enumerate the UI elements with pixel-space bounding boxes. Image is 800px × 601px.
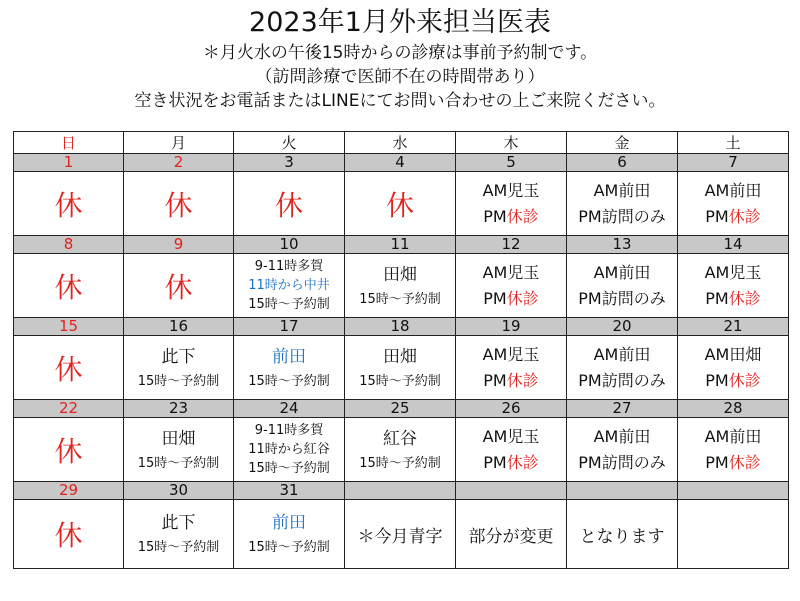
closed-mark: 休 <box>164 270 193 304</box>
reservation-note: 15時〜予約制 <box>137 455 220 471</box>
date-cell <box>678 482 789 500</box>
reservation-note: 15時〜予約制 <box>137 373 220 389</box>
closed-mark: 休 <box>54 270 83 304</box>
schedule-cell <box>567 172 678 236</box>
closed-mark: 休 <box>54 188 83 222</box>
schedule-cell <box>14 254 124 318</box>
schedule-cell <box>678 254 789 318</box>
schedule-cell <box>345 418 456 482</box>
am-doctor: AM前田 <box>593 344 651 364</box>
schedule-cell <box>14 500 124 569</box>
pm-closed: 休診 <box>506 452 539 472</box>
date-cell: 30 <box>124 482 234 500</box>
pm-closed: 休診 <box>728 206 761 226</box>
closed-mark: 休 <box>385 188 414 222</box>
schedule-row <box>14 500 789 569</box>
schedule-cell <box>456 254 567 318</box>
date-cell: 2 <box>124 154 234 172</box>
date-row <box>14 318 789 336</box>
pm-status: PM訪問のみ <box>578 370 666 390</box>
header <box>0 6 800 113</box>
schedule-cell <box>234 418 345 482</box>
date-cell: 26 <box>456 400 567 418</box>
schedule-cell <box>567 418 678 482</box>
pm-status <box>678 368 788 394</box>
schedule-cell <box>124 172 234 236</box>
reservation-note: 15時〜予約制 <box>359 455 441 471</box>
date-cell: 24 <box>234 400 345 418</box>
date-cell: 21 <box>678 318 789 336</box>
pm-closed: 休診 <box>506 288 539 308</box>
pm-closed: 休診 <box>728 452 761 472</box>
date-cell: 29 <box>14 482 124 500</box>
schedule-cell <box>345 254 456 318</box>
schedule-cell <box>14 336 124 400</box>
schedule-cell <box>345 172 456 236</box>
date-cell: 4 <box>345 154 456 172</box>
date-cell: 22 <box>14 400 124 418</box>
pm-status <box>678 204 788 230</box>
schedule-cell <box>124 254 234 318</box>
doctor-name: 前田 <box>272 346 306 367</box>
schedule-table <box>13 131 789 569</box>
am-doctor: AM児玉 <box>482 426 540 446</box>
date-cell <box>456 482 567 500</box>
change-note: 部分が変更 <box>468 526 554 547</box>
pm-closed: 休診 <box>728 288 761 308</box>
closed-mark: 休 <box>54 519 83 552</box>
am-doctor: AM児玉 <box>704 262 762 282</box>
pm-closed: 休診 <box>728 370 761 390</box>
reservation-note: 15時〜予約制 <box>248 373 330 389</box>
pm-prefix: PM <box>705 370 729 390</box>
date-cell: 19 <box>456 318 567 336</box>
schedule-line: 9-11時多賀 <box>254 423 324 438</box>
date-cell: 15 <box>14 318 124 336</box>
weekday-sun: 日 <box>14 132 124 154</box>
pm-prefix: PM <box>483 206 507 226</box>
date-cell: 27 <box>567 400 678 418</box>
schedule-cell <box>456 172 567 236</box>
schedule-cell <box>124 418 234 482</box>
am-doctor: AM児玉 <box>482 344 540 364</box>
pm-closed: 休診 <box>506 206 539 226</box>
date-cell: 31 <box>234 482 345 500</box>
date-row <box>14 482 789 500</box>
am-doctor: AM児玉 <box>482 180 540 200</box>
pm-status: PM訪問のみ <box>578 206 666 226</box>
date-cell: 14 <box>678 236 789 254</box>
date-row <box>14 154 789 172</box>
am-doctor: AM前田 <box>593 180 651 200</box>
date-cell: 8 <box>14 236 124 254</box>
notice-line-1: ＊月火水の午後15時からの診療は事前予約制です。 <box>202 43 598 63</box>
date-cell: 12 <box>456 236 567 254</box>
weekday-sat: 土 <box>678 132 789 154</box>
pm-prefix: PM <box>705 452 729 472</box>
date-cell: 6 <box>567 154 678 172</box>
weekday-tue: 火 <box>234 132 345 154</box>
pm-prefix: PM <box>483 452 507 472</box>
date-cell: 20 <box>567 318 678 336</box>
weekday-wed: 水 <box>345 132 456 154</box>
schedule-cell <box>456 500 567 569</box>
reservation-note: 15時〜予約制 <box>137 540 220 555</box>
pm-status <box>456 204 566 230</box>
date-cell: 11 <box>345 236 456 254</box>
closed-mark: 休 <box>274 188 303 222</box>
pm-status <box>456 368 566 394</box>
am-doctor: AM田畑 <box>704 344 762 364</box>
pm-prefix: PM <box>483 370 507 390</box>
schedule-cell <box>345 336 456 400</box>
schedule-cell <box>345 500 456 569</box>
weekday-mon: 月 <box>124 132 234 154</box>
schedule-cell <box>678 336 789 400</box>
schedule-cell <box>678 500 789 569</box>
date-cell: 25 <box>345 400 456 418</box>
schedule-line: 15時〜予約制 <box>248 461 330 476</box>
schedule-line: 11時から紅谷 <box>248 442 330 457</box>
schedule-cell <box>14 172 124 236</box>
reservation-note: 15時〜予約制 <box>359 291 441 307</box>
closed-mark: 休 <box>164 188 193 222</box>
date-cell: 13 <box>567 236 678 254</box>
schedule-line: 9-11時多賀 <box>254 259 324 274</box>
weekday-fri: 金 <box>567 132 678 154</box>
schedule-cell <box>567 500 678 569</box>
am-doctor: AM前田 <box>704 426 762 446</box>
schedule-row <box>14 172 789 236</box>
schedule-cell <box>14 418 124 482</box>
schedule-cell <box>567 254 678 318</box>
date-cell <box>567 482 678 500</box>
notice-line-3: 空き状況をお電話またはLINEにてお問い合わせの上ご来院ください。 <box>134 91 666 111</box>
date-cell: 23 <box>124 400 234 418</box>
date-cell: 5 <box>456 154 567 172</box>
schedule-cell <box>234 500 345 569</box>
date-cell <box>345 482 456 500</box>
doctor-name: 前田 <box>272 513 306 533</box>
schedule-row <box>14 336 789 400</box>
doctor-name: 田畑 <box>383 346 417 367</box>
doctor-name: 紅谷 <box>383 428 417 449</box>
pm-status: PM訪問のみ <box>578 452 666 472</box>
schedule-cell <box>567 336 678 400</box>
schedule-cell <box>234 336 345 400</box>
schedule-cell <box>456 336 567 400</box>
date-cell: 16 <box>124 318 234 336</box>
am-doctor: AM前田 <box>593 426 651 446</box>
schedule-row <box>14 418 789 482</box>
schedule-cell <box>124 336 234 400</box>
am-doctor: AM前田 <box>593 262 651 282</box>
schedule-cell <box>234 254 345 318</box>
notice-line-2: （訪問診療で医師不在の時間帯あり） <box>255 67 545 87</box>
schedule-cell <box>678 418 789 482</box>
weekday-header-row <box>14 132 789 154</box>
date-cell: 7 <box>678 154 789 172</box>
doctor-name: 田畑 <box>383 264 417 285</box>
closed-mark: 休 <box>54 352 83 386</box>
schedule-row <box>14 254 789 318</box>
reservation-note: 15時〜予約制 <box>359 373 441 389</box>
schedule-line: 11時から中井 <box>248 278 330 293</box>
date-row <box>14 236 789 254</box>
schedule-cell <box>678 172 789 236</box>
pm-prefix: PM <box>705 288 729 308</box>
weekday-thu: 木 <box>456 132 567 154</box>
change-note: となります <box>579 526 665 547</box>
pm-status <box>678 450 788 476</box>
pm-prefix: PM <box>705 206 729 226</box>
pm-status <box>456 450 566 476</box>
doctor-name: 此下 <box>161 346 196 367</box>
am-doctor: AM前田 <box>704 180 762 200</box>
pm-status <box>456 286 566 312</box>
pm-status: PM訪問のみ <box>578 288 666 308</box>
date-cell: 10 <box>234 236 345 254</box>
doctor-name: 此下 <box>161 513 196 533</box>
doctor-name: 田畑 <box>161 428 196 449</box>
am-doctor: AM児玉 <box>482 262 540 282</box>
closed-mark: 休 <box>54 434 83 468</box>
date-row <box>14 400 789 418</box>
change-note: ＊今月青字 <box>357 526 443 547</box>
pm-prefix: PM <box>483 288 507 308</box>
date-cell: 9 <box>124 236 234 254</box>
date-cell: 3 <box>234 154 345 172</box>
schedule-cell <box>456 418 567 482</box>
date-cell: 1 <box>14 154 124 172</box>
pm-closed: 休診 <box>506 370 539 390</box>
pm-status <box>678 286 788 312</box>
schedule-cell <box>234 172 345 236</box>
schedule-cell <box>124 500 234 569</box>
reservation-note: 15時〜予約制 <box>248 540 330 555</box>
date-cell: 17 <box>234 318 345 336</box>
schedule-body <box>14 154 789 569</box>
date-cell: 28 <box>678 400 789 418</box>
date-cell: 18 <box>345 318 456 336</box>
page-title: 2023年1月外来担当医表 <box>249 7 551 38</box>
schedule-line: 15時〜予約制 <box>248 297 330 312</box>
